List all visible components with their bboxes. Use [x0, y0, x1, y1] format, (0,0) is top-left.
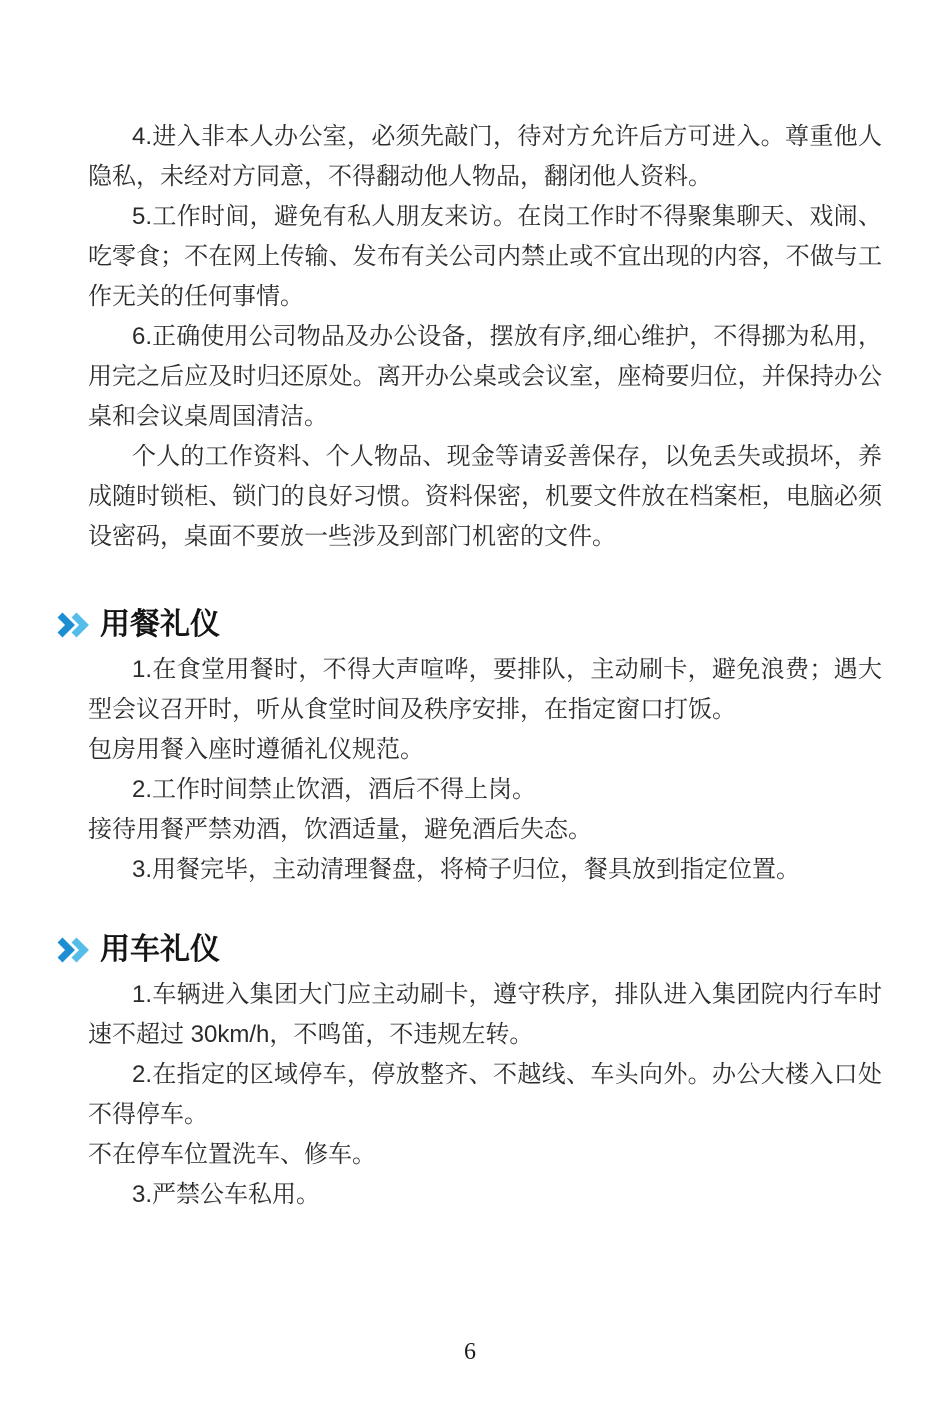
double-chevron-icon: [57, 937, 91, 963]
section-heading: [57, 605, 882, 645]
paragraph: 不在停车位置洗车、修车。: [88, 1141, 376, 1168]
section-vehicle-etiquette: [88, 930, 882, 1215]
section-heading: [57, 930, 882, 970]
double-chevron-icon: [57, 612, 91, 638]
paragraph: 6.正确使用公司物品及办公设备，摆放有序,细心维护，不得挪为私用，用完之后应及时归还原处。离开办公桌或会议室，座椅要归位，并保持办公桌和会议桌周国清洁。: [88, 323, 882, 430]
section-title-text: 用车礼仪: [100, 933, 220, 966]
paragraph: 接待用餐严禁劝酒，饮酒适量，避免酒后失态。: [88, 816, 592, 843]
paragraph: 2.工作时间禁止饮酒，酒后不得上岗。: [132, 776, 537, 803]
section-title-text: 用餐礼仪: [100, 608, 220, 641]
paragraph: 5.工作时间，避免有私人朋友来访。在岗工作时不得聚集聊天、戏闹、吃零食；不在网上传输、发布有关公司内禁止或不宜出现的内容，不做与工作无关的任何事情。: [88, 203, 882, 310]
section-dining-etiquette: [88, 605, 882, 890]
paragraph: 2.在指定的区域停车，停放整齐、不越线、车头向外。办公大楼入口处不得停车。: [88, 1061, 882, 1128]
paragraph: 1.在食堂用餐时，不得大声喧哗，要排队，主动刷卡，避免浪费；遇大型会议召开时，听从食堂时间及秩序安排，在指定窗口打饭。: [88, 656, 882, 723]
page-number: 6: [464, 1339, 476, 1365]
paragraph: 4.进入非本人办公室，必须先敲门，待对方允许后方可进入。尊重他人隐私，未经对方同意，不得翻动他人物品，翻闭他人资料。: [88, 123, 882, 190]
paragraph: 1.车辆进入集团大门应主动刷卡，遵守秩序，排队进入集团院内行车时速不超过 30km/h，不鸣笛，不违规左转。: [88, 981, 882, 1048]
paragraph: 包房用餐入座时遵循礼仪规范。: [88, 736, 424, 763]
paragraph: 3.严禁公车私用。: [132, 1181, 321, 1208]
paragraph: 3.用餐完毕，主动清理餐盘，将椅子归位，餐具放到指定位置。: [132, 856, 801, 883]
paragraph: 个人的工作资料、个人物品、现金等请妥善保存，以免丢失或损坏，养成随时锁柜、锁门的良好习惯。资料保密，机要文件放在档案柜，电脑必须设密码，桌面不要放一些涉及到部门机密的文件。: [88, 443, 882, 550]
